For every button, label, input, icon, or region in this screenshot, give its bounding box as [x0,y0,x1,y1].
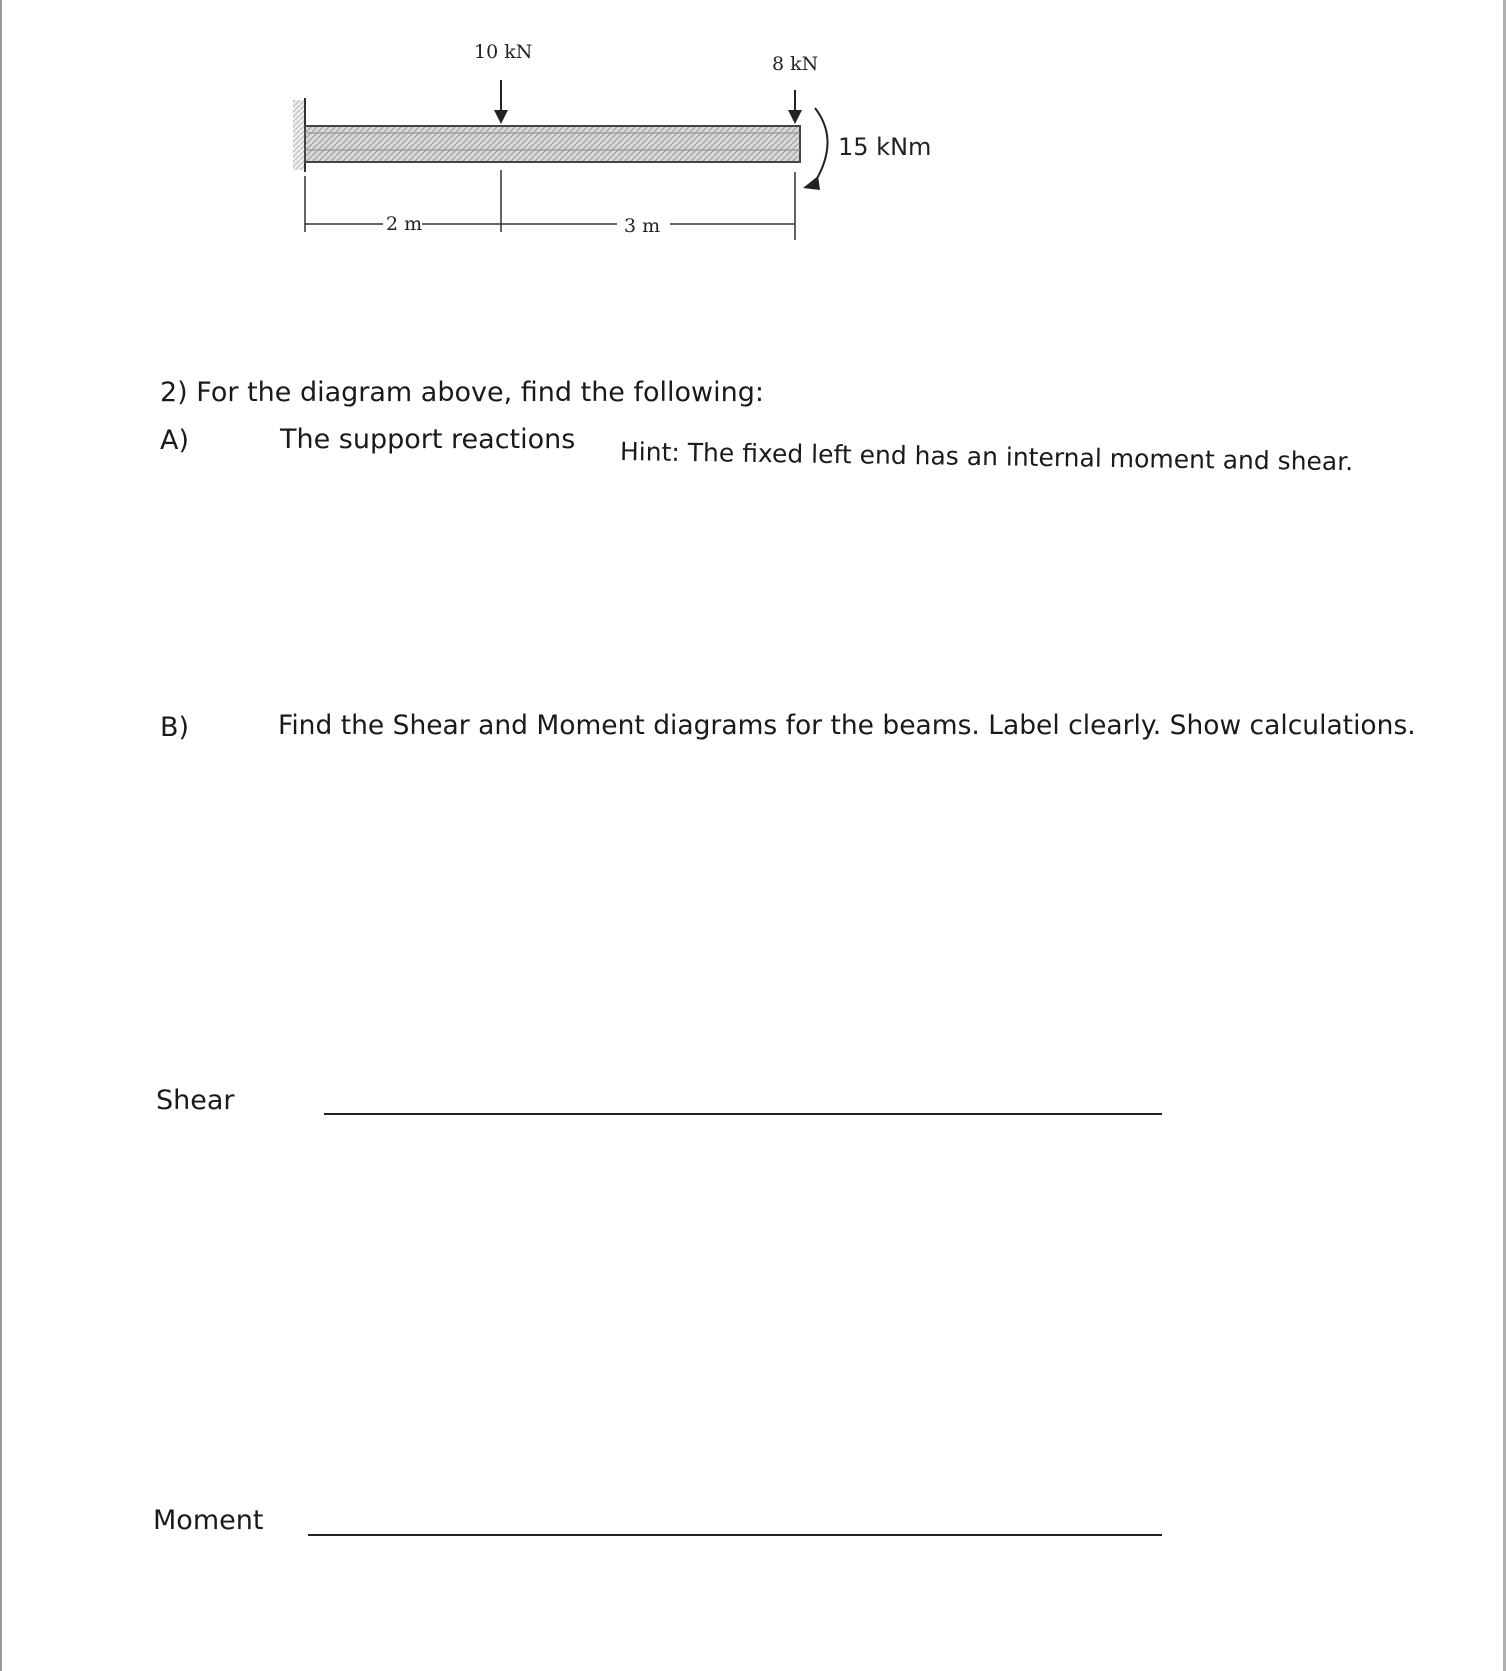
span-2m-label: 2 m [386,213,423,235]
moment-label-text: Moment [153,1505,264,1536]
shear-answer-line [324,1113,1162,1115]
load-10kn-label: 10 kN [474,41,533,63]
part-a-label: A) [160,425,190,456]
beam-diagram [0,0,1506,300]
span-3m-label: 3 m [624,215,661,237]
part-a-text: The support reactions [280,424,576,455]
dimension-lines [305,170,795,240]
moment-answer-line [308,1534,1162,1536]
load-arrow-10kn [494,80,508,124]
part-a-hint: Hint: The fixed left end has an internal moment and shear. [619,437,1354,477]
part-b-label: B) [160,712,190,743]
beam [305,126,800,162]
shear-label: Shear [156,1085,235,1116]
load-arrow-8kn [788,90,802,124]
part-b-text: Find the Shear and Moment diagrams for the beams. Label clearly. Show calculations. [278,710,1416,741]
moment-arc-icon [803,108,828,190]
fixed-support [293,98,305,172]
question-heading: 2) For the diagram above, find the following: [160,377,764,408]
moment-label: 15 kNm [838,133,932,161]
load-8kn-label: 8 kN [772,53,819,75]
